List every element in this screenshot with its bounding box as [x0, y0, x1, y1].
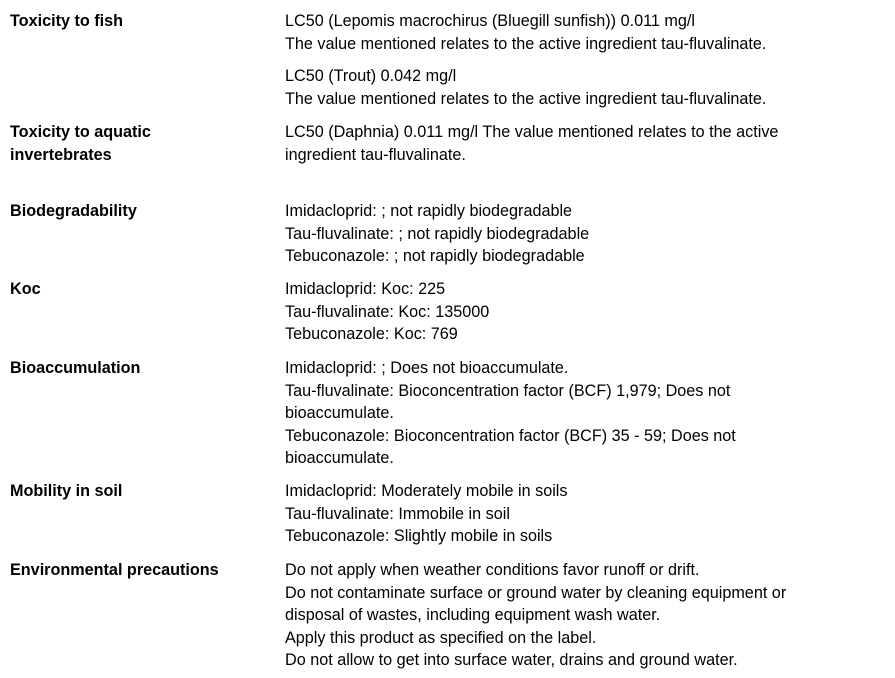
label-mobility-in-soil: Mobility in soil [10, 482, 123, 500]
mobility-line-2: Tau-fluvalinate: Immobile in soil [285, 504, 510, 523]
invertebrates-label-line-1: Toxicity to aquatic [10, 123, 151, 141]
environmental-line-4: Apply this product as specified on the label. [285, 628, 597, 647]
fish-bluegill-line-1: LC50 (Lepomis macrochirus (Bluegill sunfish)) 0.011 mg/l [285, 12, 695, 30]
bioaccumulation-line-3: bioaccumulate. [285, 404, 394, 422]
value-bioaccumulation [285, 357, 893, 470]
label-biodegradability: Biodegradability [10, 202, 137, 220]
invertebrates-label-line-2: invertebrates [10, 145, 112, 164]
label-koc: Koc [10, 280, 41, 298]
environmental-line-2: Do not contaminate surface or ground water by cleaning equipment or [285, 583, 787, 602]
label-toxicity-to-fish: Toxicity to fish [10, 12, 124, 30]
environmental-line-5: Do not allow to get into surface water, drains and ground water. [285, 651, 738, 669]
mobility-line-1: Imidacloprid: Moderately mobile in soils [285, 482, 568, 500]
bioaccumulation-line-1: Imidacloprid: ; Does not bioaccumulate. [285, 359, 569, 377]
bioaccumulation-line-4: Tebuconazole: Bioconcentration factor (BCF) 35 - 59; Does not [285, 426, 736, 445]
value-environmental-precautions [285, 559, 893, 672]
koc-line-2: Tau-fluvalinate: Koc: 135000 [285, 302, 490, 321]
fish-trout-line-1: LC50 (Trout) 0.042 mg/l [285, 67, 457, 85]
value-koc [285, 278, 893, 346]
biodegradability-line-3: Tebuconazole: ; not rapidly biodegradable [285, 247, 585, 265]
mobility-line-3: Tebuconazole: Slightly mobile in soils [285, 527, 553, 545]
label-toxicity-to-aquatic-invertebrates [10, 121, 272, 166]
invertebrates-line-2: ingredient tau-fluvalinate. [285, 145, 466, 164]
value-toxicity-to-fish-trout [285, 65, 893, 110]
value-toxicity-to-aquatic-invertebrates [285, 121, 893, 166]
fish-trout-line-2: The value mentioned relates to the active ingredient tau-fluvalinate. [285, 89, 767, 108]
label-environmental-precautions: Environmental precautions [10, 561, 219, 579]
label-bioaccumulation: Bioaccumulation [10, 359, 141, 377]
value-toxicity-to-fish-bluegill [285, 10, 893, 55]
koc-line-1: Imidacloprid: Koc: 225 [285, 280, 446, 298]
bioaccumulation-line-5: bioaccumulate. [285, 449, 394, 467]
biodegradability-line-2: Tau-fluvalinate: ; not rapidly biodegradable [285, 224, 590, 243]
environmental-line-1: Do not apply when weather conditions favor runoff or drift. [285, 561, 700, 579]
fish-bluegill-line-2: The value mentioned relates to the active ingredient tau-fluvalinate. [285, 34, 767, 53]
biodegradability-line-1: Imidacloprid: ; not rapidly biodegradable [285, 202, 573, 220]
bioaccumulation-line-2: Tau-fluvalinate: Bioconcentration factor (BCF) 1,979; Does not [285, 381, 731, 400]
value-mobility-in-soil [285, 480, 893, 548]
environmental-line-3: disposal of wastes, including equipment wash water. [285, 606, 661, 624]
value-biodegradability [285, 200, 893, 268]
invertebrates-line-1: LC50 (Daphnia) 0.011 mg/l The value mentioned relates to the active [285, 123, 779, 141]
koc-line-3: Tebuconazole: Koc: 769 [285, 325, 458, 343]
